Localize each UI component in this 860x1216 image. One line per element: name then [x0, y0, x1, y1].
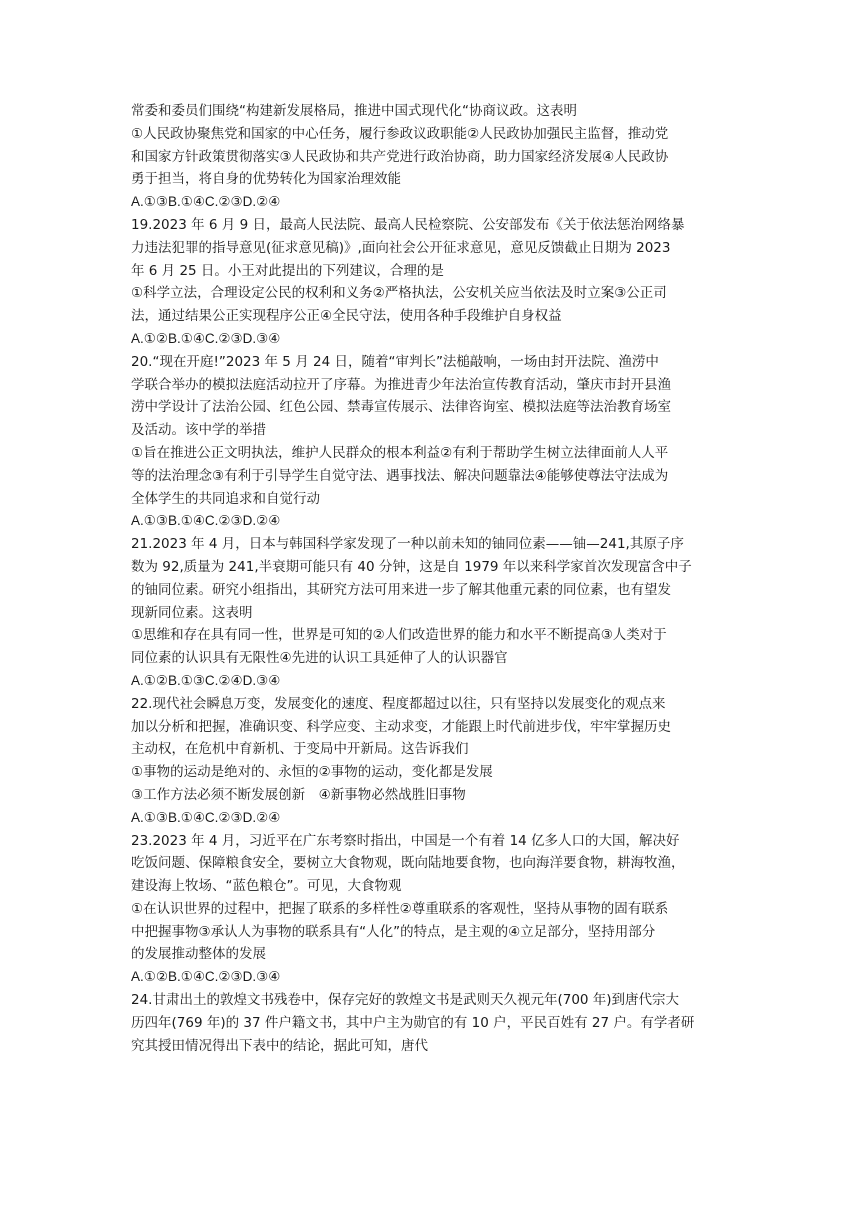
- text-line: ①事物的运动是绝对的、永恒的②事物的运动，变化都是发展: [131, 764, 493, 781]
- answer-options: A.①③B.①④C.②③D.②④: [131, 194, 281, 210]
- text-line: 学联合举办的模拟法庭活动拉开了序幕。为推进青少年法治宣传教育活动，肇庆市封开县渔: [131, 376, 671, 393]
- text-line: 21.2023 年 4 月，日本与韩国科学家发现了一种以前未知的铀同位素——铀—241,其原子序: [131, 536, 684, 553]
- text-line: 中把握事物③承认人为事物的联系具有“人化”的特点，是主观的④立足部分，坚持用部分: [131, 923, 656, 940]
- text-line: 主动权，在危机中育新机、于变局中开新局。这告诉我们: [131, 741, 469, 758]
- text-line: 建设海上牧场、“蓝色粮仓”。可见，大食物观: [131, 878, 402, 895]
- text-line: 力违法犯罪的指导意见(征求意见稿)》,面向社会公开征求意见，意见反馈截止日期为 2023: [131, 239, 671, 256]
- text-line: 法，通过结果公正实现程序公正④全民守法，使用各种手段维护自身权益: [131, 308, 562, 325]
- text-line: ①在认识世界的过程中，把握了联系的多样性②尊重联系的客观性，坚持从事物的固有联系: [131, 900, 669, 917]
- text-line: 现新同位素。这表明: [131, 604, 253, 621]
- text-line: 加以分析和把握，准确识变、科学应变、主动求变，才能跟上时代前进步伐，牢牢掌握历史: [131, 718, 671, 735]
- text-line: 吃饭问题、保障粮食安全，要树立大食物观，既向陆地要食物，也向海洋要食物，耕海牧渔，: [131, 855, 685, 872]
- text-line: 的铀同位素。研究小组指出，其研究方法可用来进一步了解其他重元素的同位素，也有望发: [131, 581, 671, 598]
- text-line: 20.“现在开庭!”2023 年 5 月 24 日，随着“审判长”法槌敲响，一场由封开法院、渔涝中: [131, 353, 659, 370]
- text-line: 年 6 月 25 日。小王对此提出的下列建议，合理的是: [131, 262, 444, 279]
- text-line: 全体学生的共同追求和自觉行动: [131, 490, 320, 507]
- text-line: ①思维和存在具有同一性，世界是可知的②人们改造世界的能力和水平不断提高③人类对于: [131, 627, 667, 644]
- question-text: [131, 100, 732, 1057]
- text-line: 23.2023 年 4 月，习近平在广东考察时指出，中国是一个有着 14 亿多人口的大国，解决好: [131, 832, 680, 849]
- text-line: ③工作方法必须不断发展创新 ④新事物必然战胜旧事物: [131, 786, 466, 803]
- answer-options: A.①③B.①④C.②③D.②④: [131, 513, 281, 529]
- answer-options: A.①②B.①④C.②③D.③④: [131, 969, 281, 985]
- text-line: ①科学立法，合理设定公民的权利和义务②严格执法，公安机关应当依法及时立案③公正司: [131, 285, 667, 302]
- text-line: 究其授田情况得出下表中的结论，据此可知，唐代: [131, 1037, 428, 1054]
- text-line: 勇于担当，将自身的优势转化为国家治理效能: [131, 171, 401, 188]
- text-line: 及活动。该中学的举措: [131, 422, 266, 439]
- text-line: 24.甘肃出土的敦煌文书残卷中，保存完好的敦煌文书是武则天久视元年(700 年)到唐代宗大: [131, 992, 680, 1009]
- text-line: 涝中学设计了法治公园、红色公园、禁毒宣传展示、法律咨询室、模拟法庭等法治教育场室: [131, 399, 671, 416]
- answer-options: A.①②B.①④C.②③D.③④: [131, 330, 281, 346]
- text-line: 和国家方针政策贯彻落实③人民政协和共产党进行政治协商，助力国家经济发展④人民政协: [131, 148, 669, 165]
- text-line: 同位素的认识具有无限性④先进的认识工具延伸了人的认识器官: [131, 650, 508, 667]
- text-line: 历四年(769 年)的 37 件户籍文书，其中户主为勋官的有 10 户，平民百姓有 27 户。有学者研: [131, 1014, 695, 1031]
- text-line: 数为 92,质量为 241,半衰期可能只有 40 分钟，这是自 1979 年以来科学家首次发现富含中子: [131, 558, 692, 575]
- text-line: 19.2023 年 6 月 9 日，最高人民法院、最高人民检察院、公安部发布《关于依法惩治网络暴: [131, 216, 685, 233]
- text-line: 的发展推动整体的发展: [131, 946, 266, 963]
- text-line: 常委和委员们围绕“构建新发展格局，推进中国式现代化“协商议政。这表明: [131, 103, 577, 119]
- text-line: 22.现代社会瞬息万变，发展变化的速度、程度都超过以往，只有坚持以发展变化的观点来: [131, 695, 666, 712]
- text-line: ①人民政协聚焦党和国家的中心任务，履行参政议政职能②人民政协加强民主监督，推动党: [131, 125, 669, 142]
- answer-options: A.①③B.①④C.②③D.②④: [131, 809, 281, 825]
- text-line: 等的法治理念③有利于引导学生自觉守法、遇事找法、解决问题靠法④能够使尊法守法成为: [131, 467, 669, 484]
- answer-options: A.①②B.①③C.②④D.③④: [131, 672, 281, 688]
- text-line: ①旨在推进公正文明执法，维护人民群众的根本利益②有利于帮助学生树立法律面前人人平: [131, 444, 669, 461]
